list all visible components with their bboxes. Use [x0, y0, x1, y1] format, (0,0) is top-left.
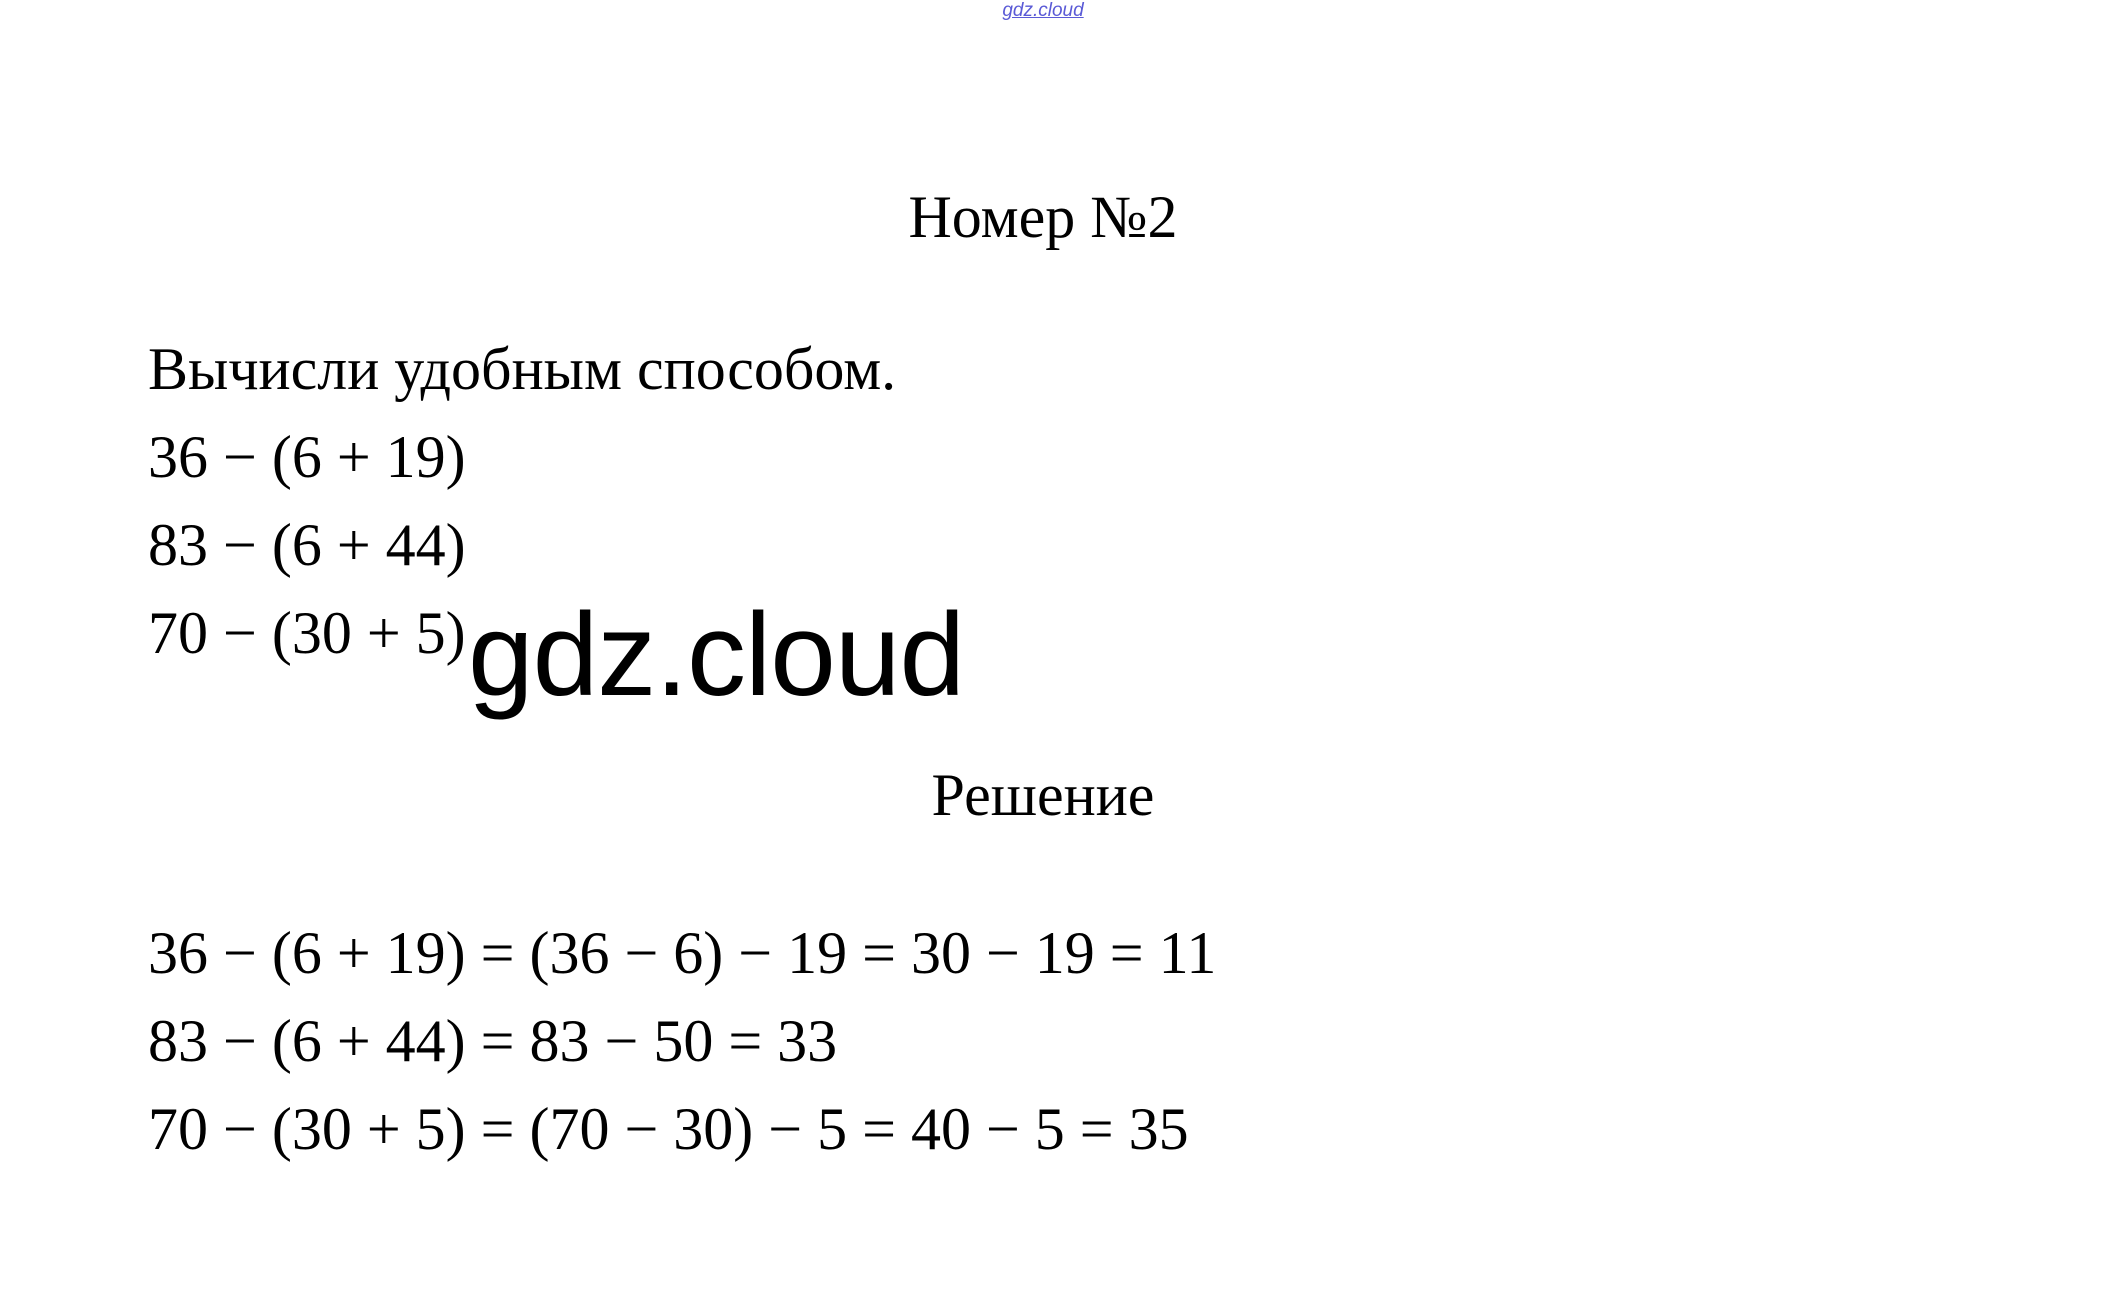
task-expression: 70 − (30 + 5) — [148, 600, 466, 666]
task-expression: 36 − (6 + 19) — [148, 424, 466, 490]
task-instruction: Вычисли удобным способом. — [148, 336, 897, 402]
watermark-logo: gdz.cloud — [468, 589, 965, 721]
task-expression: 83 − (6 + 44) — [148, 512, 466, 578]
top-watermark-link[interactable]: gdz.cloud — [1002, 0, 1084, 21]
solution-line: 83 − (6 + 44) = 83 − 50 = 33 — [148, 1008, 838, 1074]
page-title: Номер №2 — [908, 184, 1178, 250]
solution-line: 70 − (30 + 5) = (70 − 30) − 5 = 40 − 5 = 35 — [148, 1096, 1189, 1162]
solution-heading: Решение — [931, 762, 1155, 828]
solution-line: 36 − (6 + 19) = (36 − 6) − 19 = 30 − 19 = 11 — [148, 920, 1217, 986]
